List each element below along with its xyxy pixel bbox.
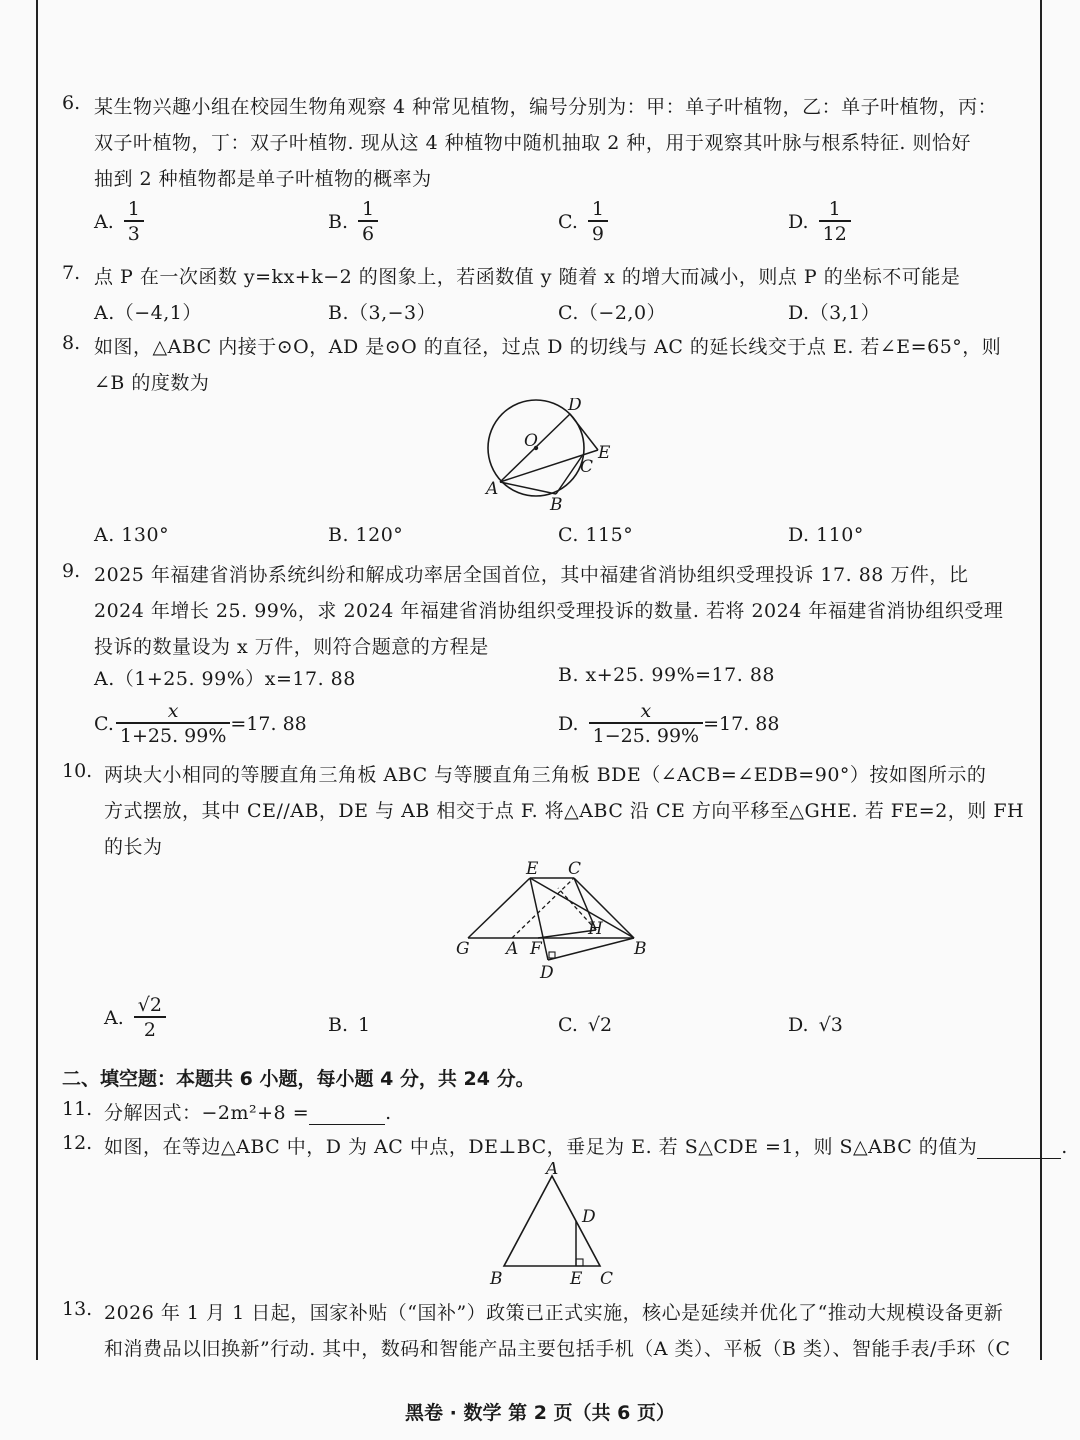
section-2-heading: 二、填空题：本题共 6 小题，每小题 4 分，共 24 分。	[62, 1068, 535, 1090]
question-6-number: 6.	[62, 92, 81, 114]
q9-option-a: A.（1+25. 99%）x=17. 88	[94, 668, 356, 690]
question-6-line-1: 某生物兴趣小组在校园生物角观察 4 种常见植物，编号分别为：甲：单子叶植物，乙：单子叶植物，丙：	[94, 96, 998, 118]
question-9-number: 9.	[62, 560, 81, 582]
q6-option-b: B. $\frac{1}{6}$	[328, 198, 378, 246]
question-10-line-2: 方式摆放，其中 CE//AB，DE 与 AB 相交于点 F. 将△ABC 沿 CE 方向平移至△GHE. 若 FE=2，则 FH	[104, 800, 1025, 822]
question-13-number: 13.	[62, 1298, 93, 1320]
question-12-number: 12.	[62, 1132, 93, 1154]
label-b: B	[490, 1269, 503, 1289]
question-12-text: 如图，在等边△ABC 中，D 为 AC 中点，DE⊥BC，垂足为 E. 若 S△CDE =1，则 S△ABC 的值为	[104, 1136, 978, 1158]
label-o: O	[524, 431, 538, 451]
question-11-number: 11.	[62, 1098, 93, 1120]
line-db	[548, 938, 634, 960]
question-13-line-2: 和消费品以旧换新”行动. 其中，数码和智能产品主要包括手机（A 类）、平板（B 类）、智能手表/手环（C	[104, 1338, 1011, 1360]
label-e: E	[598, 443, 611, 463]
question-10-line-1: 两块大小相同的等腰直角三角板 ABC 与等腰直角三角板 BDE（∠ACB=∠EDB=90°）按如图所示的	[104, 764, 987, 786]
label-e: E	[570, 1269, 583, 1289]
q10-option-c: C. √2	[558, 1014, 613, 1036]
label-b: B	[634, 939, 647, 959]
label-c: C	[600, 1269, 614, 1289]
question-8-line-2: ∠B 的度数为	[94, 372, 210, 394]
line-ge	[468, 878, 530, 938]
label-d: D	[582, 1207, 596, 1227]
question-7-line-1: 点 P 在一次函数 y=kx+k−2 的图象上，若函数值 y 随着 x 的增大而减小，则点 P 的坐标不可能是	[94, 266, 961, 288]
left-border-line	[36, 0, 38, 1360]
q9-option-b: B. x+25. 99%=17. 88	[558, 664, 776, 686]
question-10-line-3: 的长为	[104, 836, 163, 858]
q8-option-d: D. 110°	[788, 524, 864, 546]
question-9-line-1: 2025 年福建省消协系统纠纷和解成功率居全国首位，其中福建省消协组织受理投诉 17. 88 万件，比	[94, 564, 969, 586]
label-b: B	[550, 495, 563, 515]
question-9-line-2: 2024 年增长 25. 99%，求 2024 年福建省消协组织受理投诉的数量. 若将 2024 年福建省消协组织受理	[94, 600, 1004, 622]
q9-option-d: D. $\frac{x}{1-25. 99\%}$ =17. 88	[558, 700, 780, 747]
q8-option-c: C. 115°	[558, 524, 634, 546]
question-8-number: 8.	[62, 332, 81, 354]
question-10-number: 10.	[62, 760, 93, 782]
q10-option-b: B. 1	[328, 1014, 371, 1036]
label-c: C	[580, 457, 594, 477]
right-angle-d	[549, 952, 555, 958]
question-11-text: 分解因式：−2m²+8 =	[104, 1102, 310, 1124]
q8-option-a: A. 130°	[94, 524, 170, 546]
label-d: D	[568, 398, 582, 415]
question-6-line-3: 抽到 2 种植物都是单子叶植物的概率为	[94, 168, 432, 190]
q10-option-d: D. √3	[788, 1014, 843, 1036]
question-8-line-1: 如图，△ABC 内接于⊙O，AD 是⊙O 的直径，过点 D 的切线与 AC 的延长线交于点 E. 若∠E=65°，则	[94, 336, 1002, 358]
question-6-line-2: 双子叶植物，丁：双子叶植物. 现从这 4 种植物中随机抽取 2 种，用于观察其叶脉与根系特征. 则恰好	[94, 132, 971, 154]
label-g: G	[456, 939, 470, 959]
page-footer: 黑卷 · 数学 第 2 页（共 6 页）	[405, 1402, 675, 1424]
q8-option-b: B. 120°	[328, 524, 404, 546]
q6-option-c: C. $\frac{1}{9}$	[558, 198, 608, 246]
question-11-line: 分解因式：−2m²+8 = .	[104, 1102, 392, 1124]
q6-option-a: A. $\frac{1}{3}$	[94, 198, 144, 246]
label-a: A	[546, 1162, 559, 1179]
label-e: E	[526, 859, 539, 879]
q9-option-c: C. $\frac{x}{1+25. 99\%}$ =17. 88	[94, 700, 307, 747]
question-12-line: 如图，在等边△ABC 中，D 为 AC 中点，DE⊥BC，垂足为 E. 若 S△CDE =1，则 S△ABC 的值为 .	[104, 1136, 1068, 1158]
q8-circle-figure	[470, 398, 630, 516]
label-a: A	[506, 939, 519, 959]
q12-triangle-figure	[480, 1162, 620, 1290]
q7-option-c: C.（−2,0）	[558, 302, 667, 324]
question-13-line-1: 2026 年 1 月 1 日起，国家补贴（“国补”）政策已正式实施，核心是延续并优化了“推动大规模设备更新	[104, 1302, 1004, 1324]
q7-option-b: B.（3,−3）	[328, 302, 437, 324]
question-7-number: 7.	[62, 262, 81, 284]
answer-blank-12[interactable]	[977, 1140, 1061, 1159]
right-angle-e	[576, 1259, 583, 1266]
question-9-line-3: 投诉的数量设为 x 万件，则符合题意的方程是	[94, 636, 489, 658]
label-d: D	[540, 963, 554, 982]
label-c: C	[568, 859, 582, 879]
label-a: A	[486, 479, 499, 499]
q7-option-d: D.（3,1）	[788, 302, 881, 324]
label-h: H	[588, 919, 603, 939]
answer-blank-11[interactable]	[309, 1106, 385, 1125]
q10-triangles-figure	[450, 858, 660, 982]
q10-option-a: A. $\frac{√2}{2}$	[104, 994, 166, 1042]
q6-option-d: D. $\frac{1}{12}$	[788, 198, 851, 246]
q7-option-a: A.（−4,1）	[94, 302, 202, 324]
label-f: F	[530, 939, 542, 959]
